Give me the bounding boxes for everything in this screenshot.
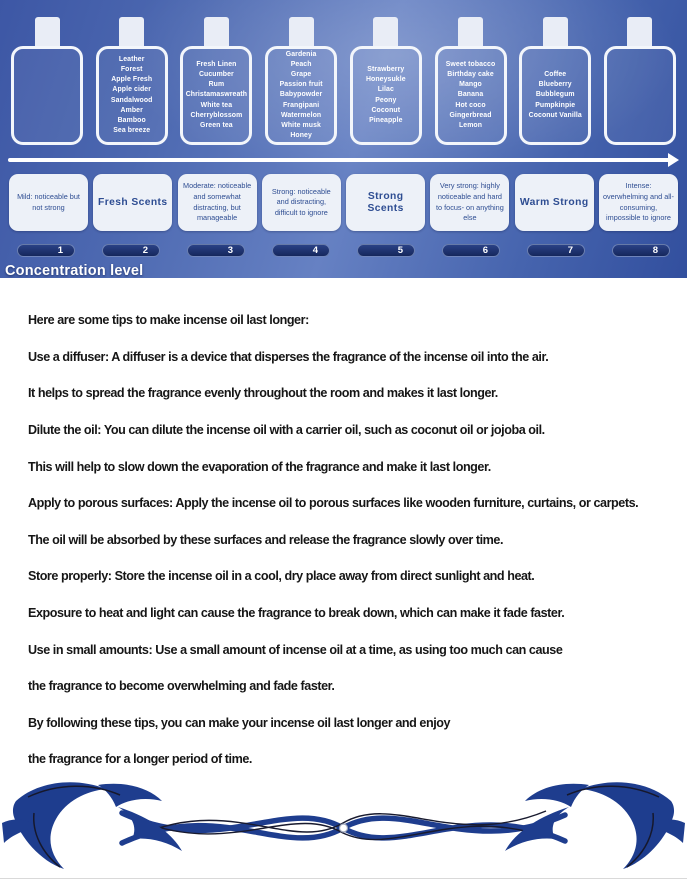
scent-name: Mango (459, 81, 482, 89)
tips-text-block (0, 278, 687, 778)
scent-name: Forest (120, 65, 143, 73)
tips-line: Use in small amounts: Use a small amount of incense oil at a time, as using too much can cause (28, 642, 563, 657)
scent-bottle (350, 17, 422, 145)
flourish-end-right (505, 782, 685, 869)
intensity-card-5: Strong Scents (346, 174, 425, 231)
bottle-cap (373, 17, 398, 48)
bottle-scent-list (350, 46, 422, 145)
scent-name: Cherryblossom (190, 111, 243, 119)
tips-line: The oil will be absorbed by these surfaces and release the fragrance slowly over time. (28, 532, 504, 547)
tips-line: the fragrance for a longer period of time. (28, 752, 252, 767)
scent-name: Hot coco (455, 101, 486, 109)
bottle-cap (204, 17, 229, 48)
flourish-center-dot (340, 824, 348, 832)
flourish-end-left (2, 782, 182, 869)
scent-bottle (11, 17, 83, 145)
scent-name: Pumpkinpie (535, 101, 576, 109)
bottle-scent-list (11, 46, 83, 145)
tips-line: Dilute the oil: You can dilute the incense oil with a carrier oil, such as coconut oil or jojoba oil. (28, 423, 545, 438)
scent-name: Babypowder (279, 91, 323, 99)
scent-bottles-row (0, 17, 687, 145)
scent-name: Frangipani (282, 101, 320, 109)
tips-line: the fragrance to become overwhelming and fade faster. (28, 679, 335, 694)
bottle-scent-list (519, 46, 591, 145)
scent-name: Pineapple (369, 116, 403, 124)
arrow-line (8, 158, 670, 162)
scent-name: Coconut (371, 106, 401, 114)
concentration-level-label: Concentration level (5, 263, 144, 278)
tips-line: This will help to slow down the evaporation of the fragrance and make it last longer. (28, 459, 491, 474)
bottle-cap (543, 17, 568, 48)
bottle-cap (289, 17, 314, 48)
scent-name: Strawberry (367, 65, 405, 73)
intensity-card-1: Mild: noticeable but not strong (9, 174, 88, 231)
scent-name: Green tea (200, 122, 233, 129)
bottle-scent-list (180, 46, 252, 145)
scent-bottle (519, 17, 591, 145)
tips-line: Apply to porous surfaces: Apply the incense oil to porous surfaces like wooden furniture, curtains, or carpets. (28, 496, 639, 511)
level-pill-3: 3 (187, 244, 245, 257)
tips-line: Here are some tips to make incense oil last longer: (28, 313, 309, 328)
scent-name: Watermelon (281, 111, 322, 119)
bottle-scent-list (604, 46, 676, 145)
scent-name: Bamboo (117, 116, 146, 124)
scent-name: Coffee (544, 70, 567, 78)
tips-line: It helps to spread the fragrance evenly throughout the room and makes it last longer. (28, 386, 498, 401)
tips-line: Store properly: Store the incense oil in a cool, dry place away from direct sunlight and heat. (28, 569, 535, 584)
scent-bottle (180, 17, 252, 145)
scent-name: Honeysukle (365, 76, 406, 84)
level-pill-6: 6 (442, 244, 500, 257)
scent-name: Fresh Linen (196, 60, 237, 68)
scent-name: Sandalwood (110, 96, 153, 104)
scent-name: Honey (290, 132, 312, 140)
level-pill-4: 4 (272, 244, 330, 257)
scent-name: Lilac (377, 86, 394, 94)
scent-name: Amber (120, 106, 143, 114)
scent-name: Leather (118, 55, 145, 63)
scent-name: White musk (281, 122, 321, 129)
scent-name: Banana (457, 91, 484, 99)
level-pill-8: 8 (612, 244, 670, 257)
level-pill-5: 5 (357, 244, 415, 257)
intensity-card-4: Strong: noticeable and distracting, difficult to ignore (262, 174, 341, 231)
bottle-cap (35, 17, 60, 48)
scent-name: Sweet tobacco (445, 60, 496, 68)
level-numbers-row (0, 244, 687, 257)
scent-name: Blueberry (538, 81, 572, 89)
right-arrow-axis (8, 157, 679, 163)
tribal-flourish-ornament (0, 779, 687, 876)
scent-name: Coconut Vanilla (528, 111, 582, 119)
scent-bottle (265, 17, 337, 145)
scent-name: Passion fruit (279, 81, 323, 89)
level-pill-2: 2 (102, 244, 160, 257)
bottle-scent-list (96, 46, 168, 145)
scent-name: Birthday cake (447, 70, 494, 78)
intensity-card-6: Very strong: highly noticeable and hard to focus- on anything else (430, 174, 509, 231)
intensity-card-3: Moderate: noticeable and somewhat distracting, but manageable (178, 174, 257, 231)
tips-line: Use a diffuser: A diffuser is a device that disperses the fragrance of the incense oil into the air. (28, 349, 549, 364)
scent-name: Gingerbread Lemon (449, 111, 492, 129)
bottle-scent-list (435, 46, 507, 145)
scent-bottle (96, 17, 168, 145)
scent-name: Grape (290, 70, 312, 78)
scent-name: Apple Fresh (111, 76, 153, 84)
bottle-cap (458, 17, 483, 48)
scent-bottle (604, 17, 676, 145)
tips-line: Exposure to heat and light can cause the fragrance to break down, which can make it fade faster. (28, 606, 565, 621)
scent-name: Christamaswreath (185, 91, 248, 99)
scent-bottle (435, 17, 507, 145)
scent-name: Gardenia (285, 50, 317, 58)
scent-name: Apple cider (112, 86, 152, 94)
arrow-head-icon (668, 153, 679, 167)
scent-name: Bubblegum (535, 91, 575, 99)
intensity-card-7: Warm Strong (515, 174, 594, 231)
scent-name: Peony (375, 96, 397, 104)
scent-scale-hero (0, 0, 687, 278)
scent-name: Cucumber (198, 70, 234, 78)
level-pill-7: 7 (527, 244, 585, 257)
bottle-cap (119, 17, 144, 48)
intensity-card-8: Intense: overwhelming and all-consuming, impossible to ignore (599, 174, 678, 231)
scent-name: Sea breeze (113, 127, 151, 135)
intensity-cards-row (0, 174, 687, 231)
intensity-card-2: Fresh Scents (93, 174, 172, 231)
scent-name: Peach (290, 60, 312, 68)
tips-line: By following these tips, you can make your incense oil last longer and enjoy (28, 715, 451, 730)
level-pill-1: 1 (17, 244, 75, 257)
bottle-scent-list (265, 46, 337, 145)
scent-name: White tea (200, 101, 233, 109)
scent-name: Rum (208, 81, 225, 89)
bottle-cap (627, 17, 652, 48)
